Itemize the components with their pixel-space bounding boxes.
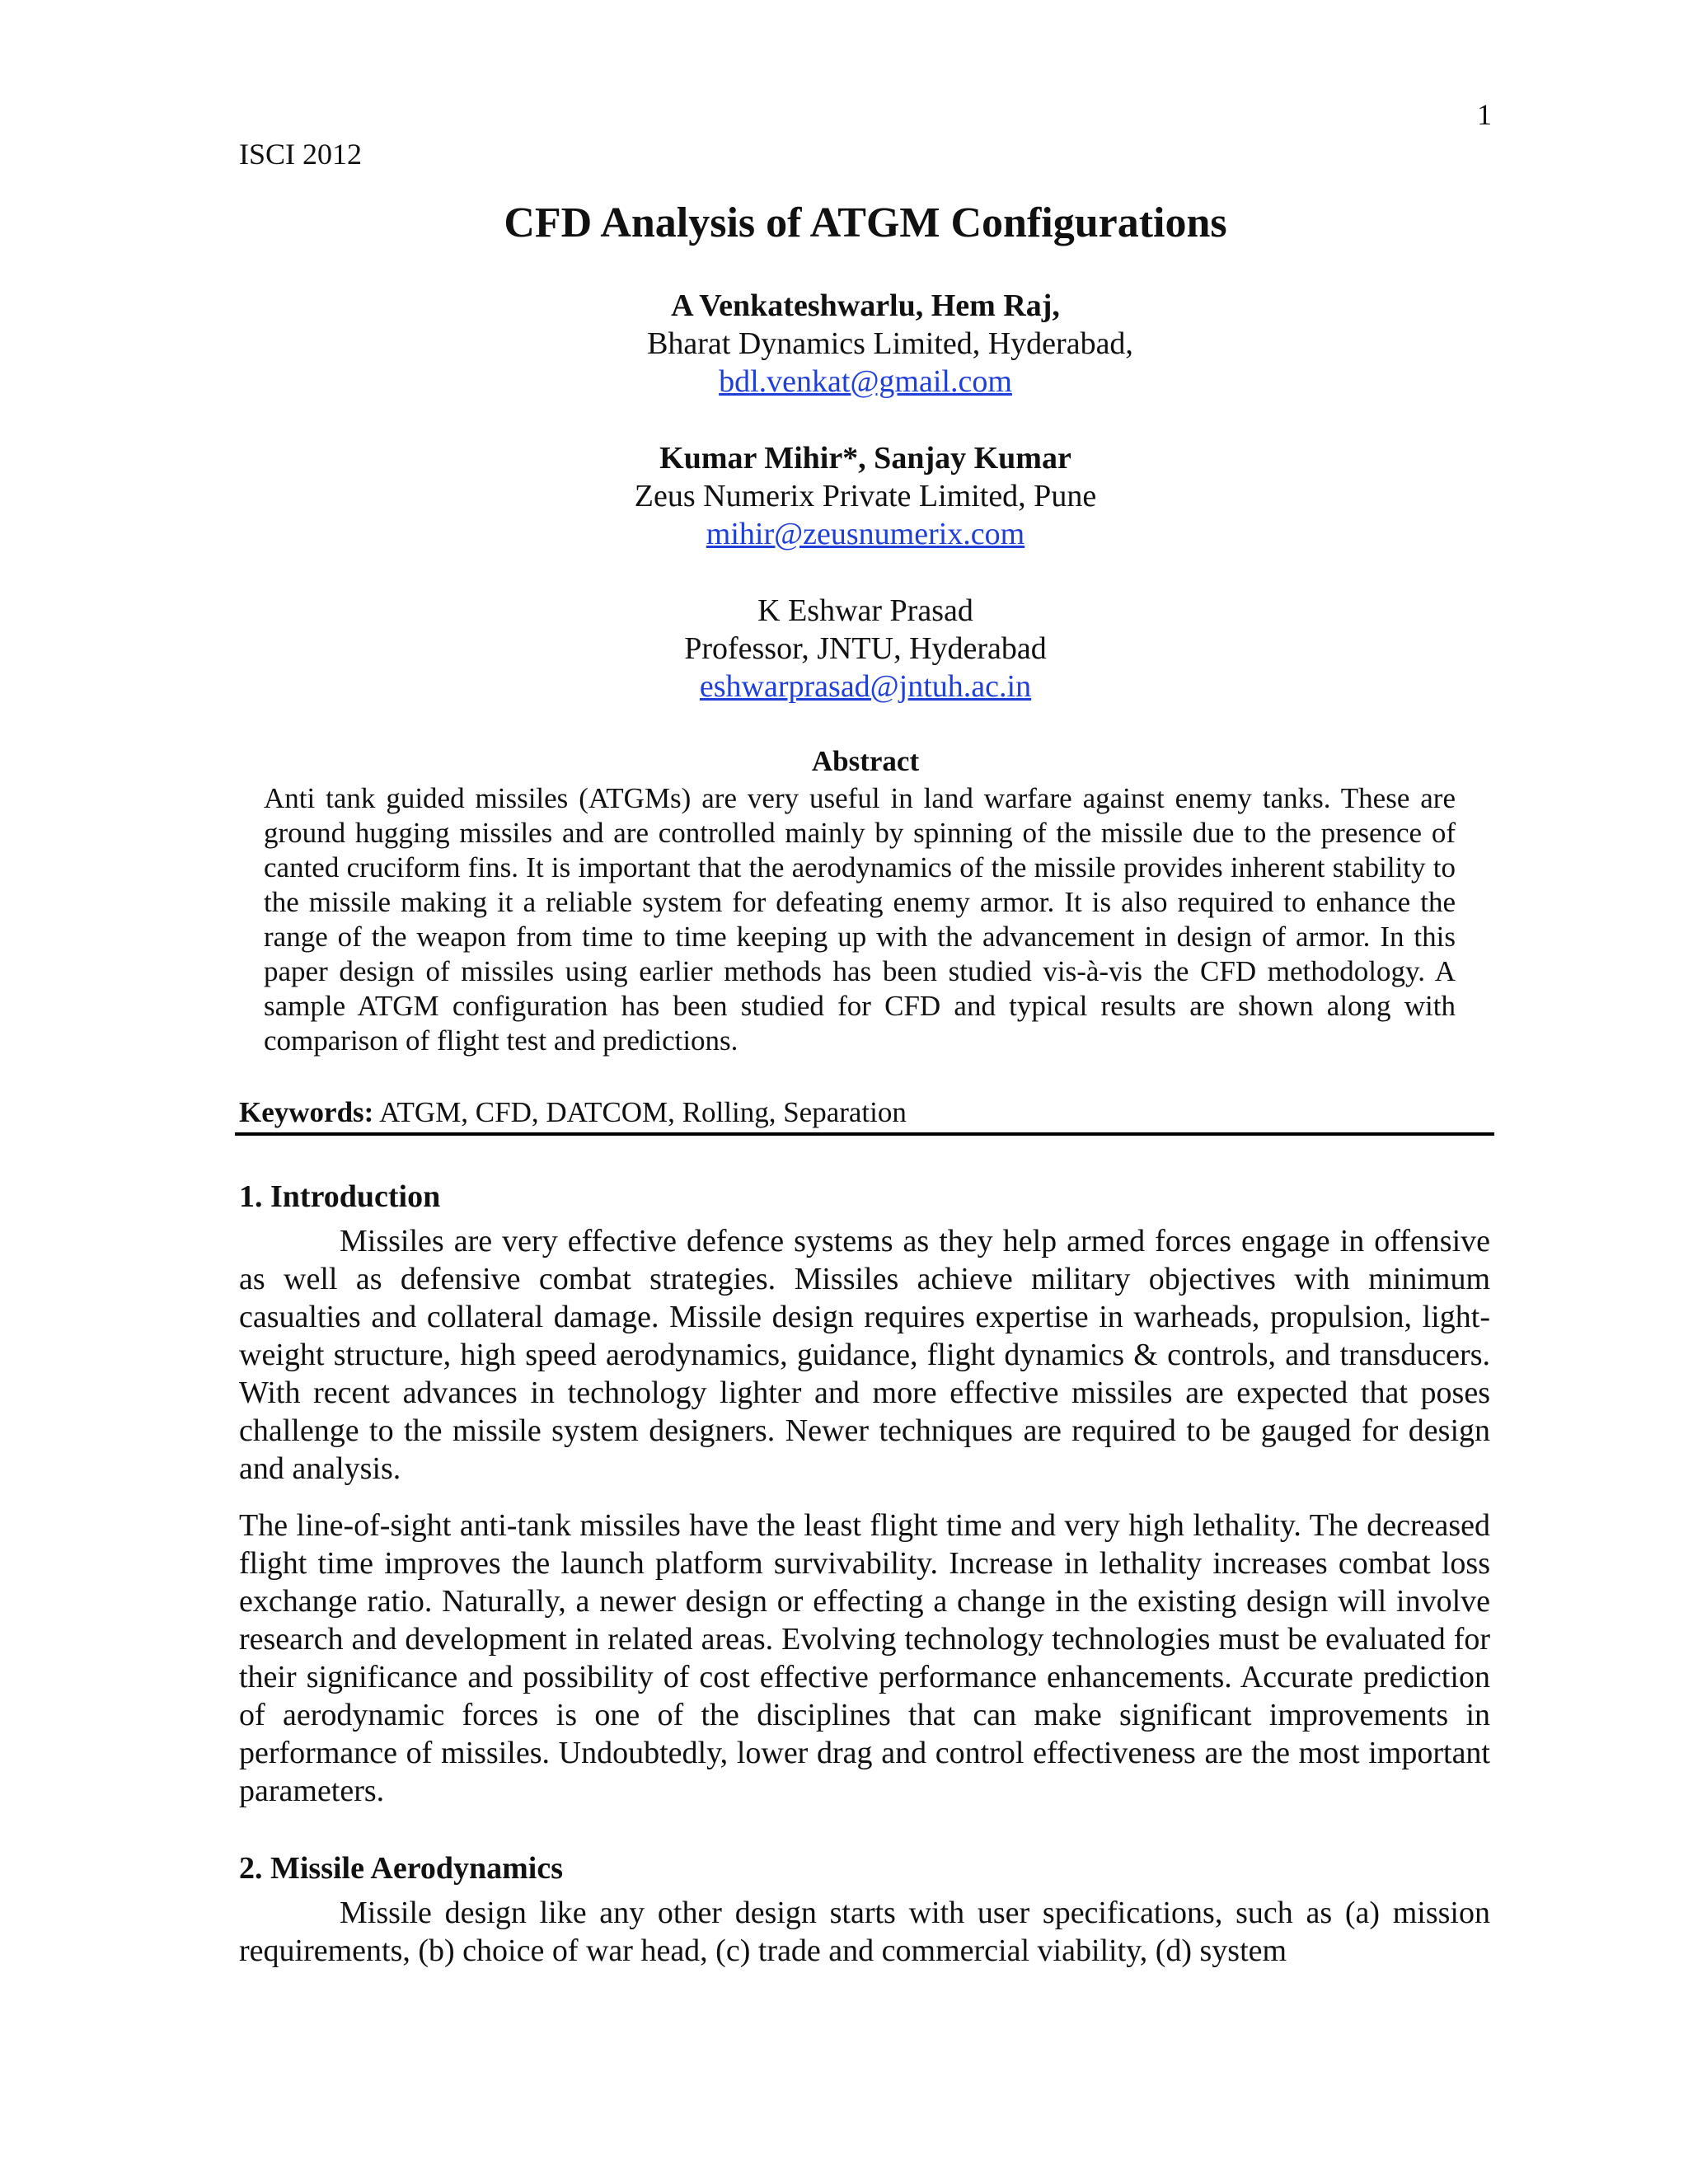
horizontal-divider xyxy=(235,1132,1494,1136)
email-link-1[interactable]: bdl.venkat@gmail.com xyxy=(719,364,1012,399)
section-heading-missile-aerodynamics: 2. Missile Aerodynamics xyxy=(239,1851,564,1886)
abstract-text: Anti tank guided missiles (ATGMs) are very useful in land warfare against enemy tanks. These are ground hugging missiles and are controlled mainly by spinning of the missile due to the presence of canted cruciform fins. It is important that the aerodynamics of the missile provides inherent stability to the missile making it a reliable system for defeating enemy armor. It is also required to enhance the range of the weapon from time to time keeping up with the advancement in design of armor. In this paper design of missiles using earlier methods has been studied vis-à-vis the CFD methodology. A sample ATGM configuration has been studied for CFD and typical results are shown along with comparison of flight test and predictions. xyxy=(264,782,1456,1057)
author-names-2: Kumar Mihir*, Sanjay Kumar xyxy=(659,441,1071,476)
email-link-3[interactable]: eshwarprasad@jntuh.ac.in xyxy=(699,669,1032,704)
intro-paragraph-1: Missiles are very effective defence systems as they help armed forces engage in offensive as well as defensive combat strategies. Missiles achieve military objectives with minimum casualties and collateral damage. Missile design requires expertise in warheads, propulsion, light-weight structure, high speed aerodynamics, guidance, flight dynamics & controls, and transducers. With recent advances in technology lighter and more effective missiles are expected that poses challenge to the missile system designers. Newer techniques are required to be gauged for design and analysis. xyxy=(239,1224,1490,1486)
conference-label: ISCI 2012 xyxy=(239,138,363,171)
aero-paragraph-1: Missile design like any other design starts with user specifications, such as (a) mission requirements, (b) choice of war head, (c) trade and commercial viability, (d) system xyxy=(239,1896,1490,1968)
keywords-value: ATGM, CFD, DATCOM, Rolling, Separation xyxy=(373,1096,907,1128)
page-number: 1 xyxy=(1477,98,1492,131)
abstract-heading: Abstract xyxy=(811,745,920,777)
author-email-1 xyxy=(239,363,1492,400)
intro-paragraph-2: The line-of-sight anti-tank missiles have the least flight time and very high lethality. The decreased flight time improves the launch platform survivability. Increase in lethality increases combat loss exchange ratio. Naturally, a newer design or effecting a change in the existing design will involve research and development in related areas. Evolving technology technologies must be evaluated for their significance and possibility of cost effective performance enhancements. Accurate prediction of aerodynamic forces is one of the disciplines that can make significant improvements in performance of missiles. Undoubtedly, lower drag and control effectiveness are the most important parameters. xyxy=(239,1508,1490,1808)
email-link-2[interactable]: mihir@zeusnumerix.com xyxy=(706,517,1025,551)
author-affiliation-3: Professor, JNTU, Hyderabad xyxy=(684,631,1047,666)
keywords-label: Keywords: xyxy=(239,1096,374,1128)
author-email-2 xyxy=(239,516,1492,552)
paper-title: CFD Analysis of ATGM Configurations xyxy=(504,199,1227,246)
author-email-3 xyxy=(239,668,1492,705)
author-names-3: K Eshwar Prasad xyxy=(757,593,973,628)
keywords-line xyxy=(239,1096,1492,1129)
author-affiliation-2: Zeus Numerix Private Limited, Pune xyxy=(634,479,1097,513)
author-affiliation-1: Bharat Dynamics Limited, Hyderabad, xyxy=(647,326,1133,361)
section-heading-introduction: 1. Introduction xyxy=(239,1179,441,1214)
author-names-1: A Venkateshwarlu, Hem Raj, xyxy=(671,288,1060,323)
